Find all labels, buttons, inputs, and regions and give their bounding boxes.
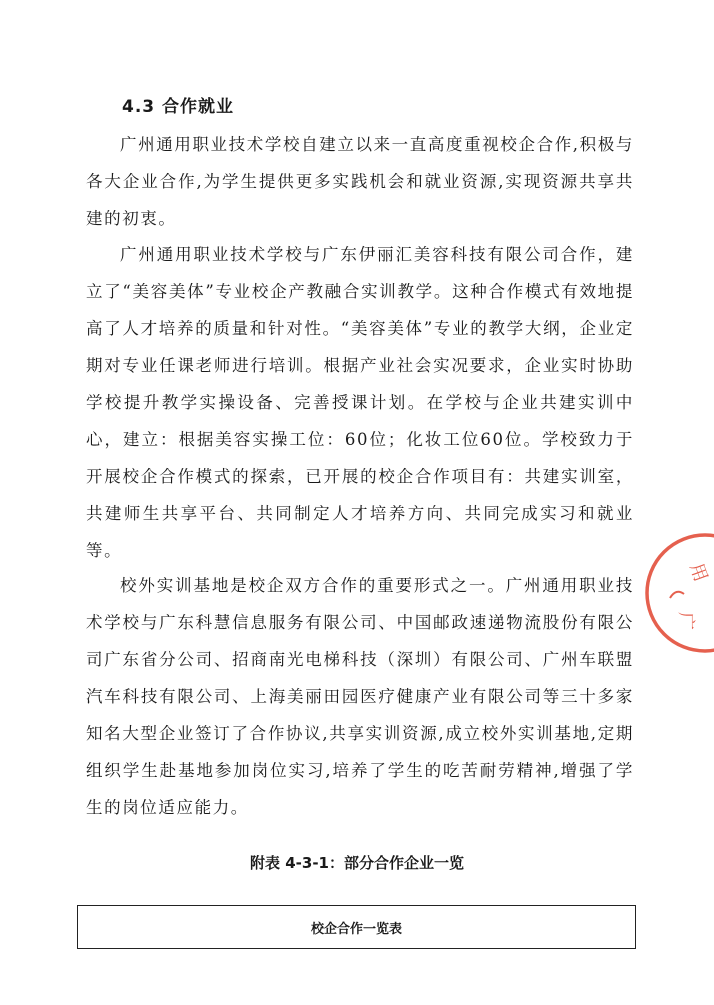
seal-ring bbox=[647, 535, 714, 651]
partner-overview-table bbox=[77, 905, 636, 949]
table-caption: 附表 4-3-1：部分合作企业一览 bbox=[250, 854, 464, 872]
seal-character: 用 bbox=[685, 560, 712, 585]
body-paragraph: 校外实训基地是校企双方合作的重要形式之一。广州通用职业技术学校与广东科慧信息服务有限公司、中国邮政速递物流股份有限公司广东省分公司、招商南光电梯科技（深圳）有限公司、广州车联盟汽车科技有限公司、上海美丽田园医疗健康产业有限公司等三十多家知名大型企业签订了合作协议,共享实训资源,成立校外实训基地,定期组织学生赴基地参加岗位实习,培养了学生的吃苦耐劳精神,增强了学生的岗位适应能力。 bbox=[86, 576, 634, 817]
section-heading: 4.3 合作就业 bbox=[122, 97, 235, 117]
official-seal-stamp bbox=[640, 528, 714, 658]
body-paragraph: 广州通用职业技术学校自建立以来一直高度重视校企合作,积极与各大企业合作,为学生提供更多实践机会和就业资源,实现资源共享共建的初衷。 bbox=[86, 135, 634, 228]
seal-character: 广 bbox=[675, 612, 696, 630]
table-title: 校企合作一览表 bbox=[310, 921, 402, 937]
body-paragraph: 广州通用职业技术学校与广东伊丽汇美容科技有限公司合作，建立了“美容美体”专业校企产教融合实训教学。这种合作模式有效地提高了人才培养的质量和针对性。“美容美体”专业的教学大纲，企业定期对专业任课老师进行培训。根据产业社会实况要求，企业实时协助学校提升教学实操设备、完善授课计划。在学校与企业共建实训中心，建立：根据美容实操工位：60位；化妆工位60位。学校致力于开展校企合作模式的探索，已开展的校企合作项目有：共建实训室，共建师生共享平台、共同制定人才培养方向、共同完成实习和就业等。 bbox=[86, 245, 634, 560]
seal-stroke bbox=[670, 592, 684, 598]
